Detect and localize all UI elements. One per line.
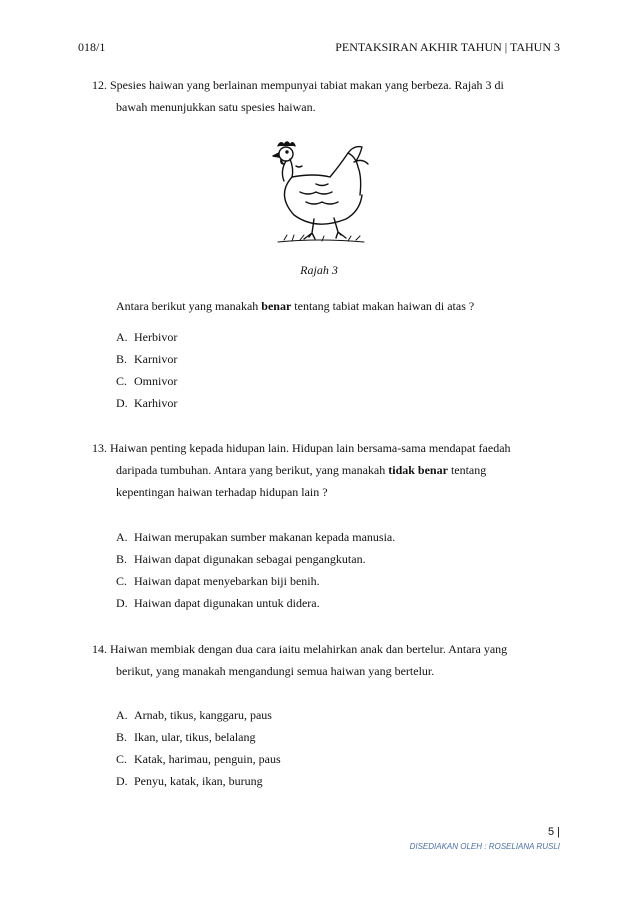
header-exam-title: PENTAKSIRAN AKHIR TAHUN | TAHUN 3: [335, 40, 560, 54]
option-14-a[interactable]: [116, 708, 272, 723]
question-number: 13.: [92, 441, 107, 455]
option-13-c[interactable]: [116, 574, 320, 589]
question-14: [92, 638, 562, 682]
question-text: Spesies haiwan yang berlainan mempunyai tabiat makan yang berbeza. Rajah 3 di: [110, 78, 504, 92]
option-text: Karnivor: [134, 352, 178, 366]
option-letter: C.: [116, 374, 128, 388]
option-letter: A.: [116, 330, 128, 344]
prompt-text: Antara berikut yang manakah: [116, 299, 262, 313]
option-letter: D.: [116, 596, 128, 610]
question-13: [92, 437, 562, 503]
option-13-a[interactable]: [116, 530, 395, 545]
option-letter: A.: [116, 708, 128, 722]
option-text: Herbivor: [134, 330, 178, 344]
option-13-b[interactable]: [116, 552, 366, 567]
option-text: Haiwan dapat menyebarkan biji benih.: [134, 574, 320, 588]
option-text: Haiwan dapat digunakan sebagai pengangkutan.: [134, 552, 366, 566]
option-14-c[interactable]: [116, 752, 281, 767]
option-14-d[interactable]: [116, 774, 263, 789]
option-13-d[interactable]: [116, 596, 320, 611]
question-text: berikut, yang manakah mengandungi semua haiwan yang bertelur.: [116, 664, 435, 678]
option-letter: C.: [116, 752, 128, 766]
option-12-a[interactable]: [116, 330, 177, 345]
option-text: Omnivor: [134, 374, 178, 388]
prompt-text: tentang tabiat makan haiwan di atas ?: [291, 299, 475, 313]
option-text: Arnab, tikus, kanggaru, paus: [134, 708, 272, 722]
option-text: Penyu, katak, ikan, burung: [134, 774, 263, 788]
figure-caption: Rajah 3: [300, 263, 338, 277]
option-letter: B.: [116, 730, 128, 744]
page-number: 5 |: [547, 826, 560, 838]
option-letter: C.: [116, 574, 128, 588]
prompt-emphasis: benar: [261, 299, 292, 313]
option-letter: B.: [116, 552, 128, 566]
question-text: Haiwan penting kepada hidupan lain. Hidupan lain bersama-sama mendapat faedah: [110, 441, 511, 455]
question-number: 14.: [92, 642, 107, 656]
question-12: [92, 74, 562, 118]
question-text: bawah menunjukkan satu spesies haiwan.: [116, 100, 316, 114]
question-emphasis: tidak benar: [388, 463, 448, 477]
hen-icon: [256, 132, 386, 252]
header-paper-code: 018/1: [78, 40, 106, 54]
question-number: 12.: [92, 78, 107, 92]
option-text: Karhivor: [134, 396, 178, 410]
option-letter: A.: [116, 530, 128, 544]
option-text: Haiwan merupakan sumber makanan kepada manusia.: [134, 530, 396, 544]
option-12-d[interactable]: [116, 396, 177, 411]
option-letter: D.: [116, 774, 128, 788]
option-12-b[interactable]: [116, 352, 177, 367]
option-12-c[interactable]: [116, 374, 177, 389]
option-text: Katak, harimau, penguin, paus: [134, 752, 281, 766]
footer-credit: DISEDIAKAN OLEH : ROSELIANA RUSLI: [409, 842, 560, 851]
question-text: daripada tumbuhan. Antara yang berikut, yang manakah: [116, 463, 389, 477]
option-letter: D.: [116, 396, 128, 410]
option-letter: B.: [116, 352, 128, 366]
question-text: tentang: [447, 463, 487, 477]
option-text: Ikan, ular, tikus, belalang: [134, 730, 256, 744]
option-14-b[interactable]: [116, 730, 255, 745]
question-12-prompt: [116, 295, 586, 317]
question-text: Haiwan membiak dengan dua cara iaitu melahirkan anak dan bertelur. Antara yang: [110, 642, 508, 656]
question-text: kepentingan haiwan terhadap hidupan lain ?: [116, 485, 328, 499]
option-text: Haiwan dapat digunakan untuk didera.: [134, 596, 320, 610]
